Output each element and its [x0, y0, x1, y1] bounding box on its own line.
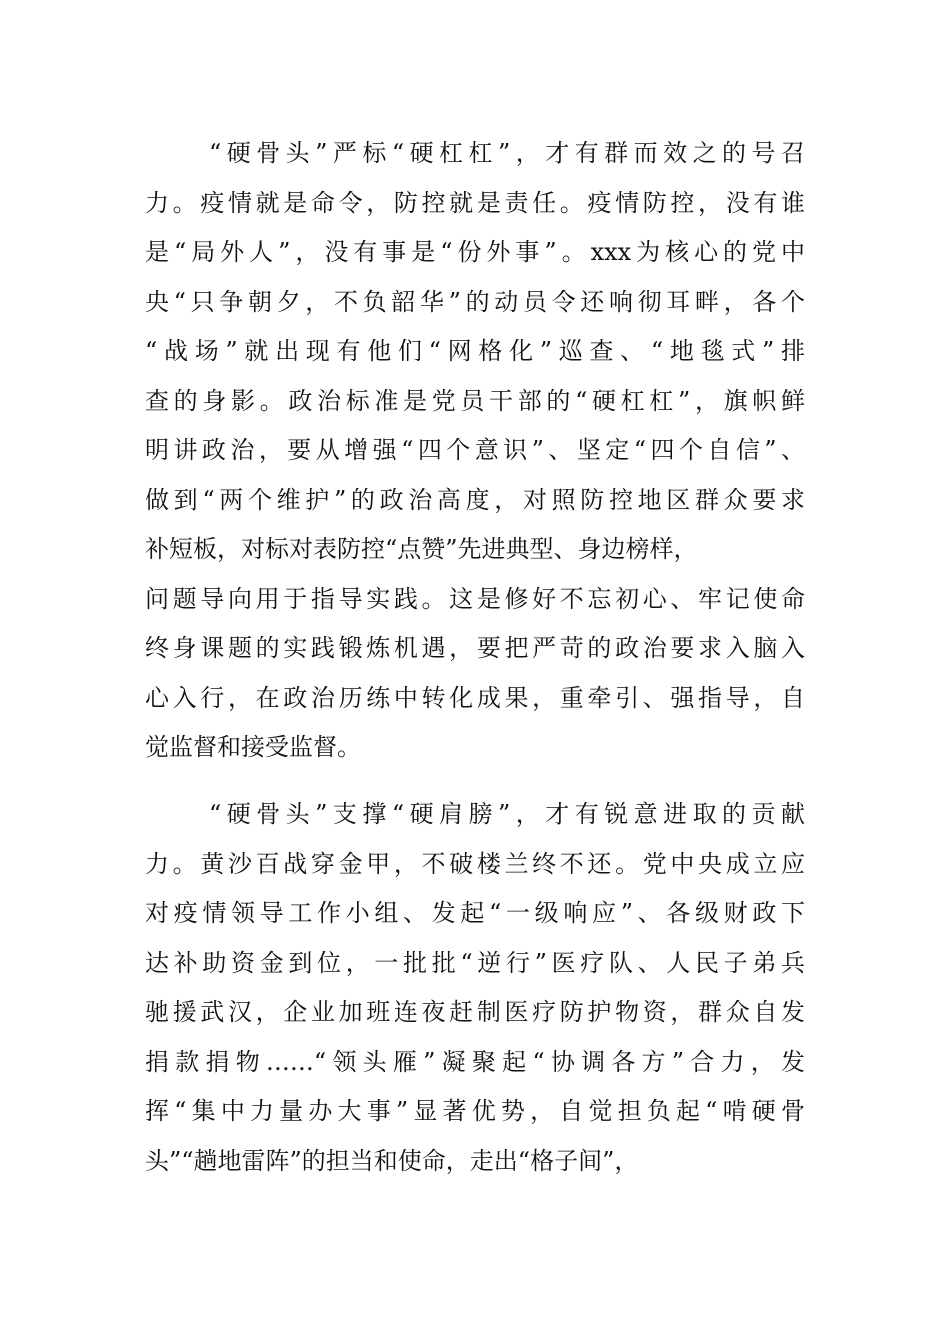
text-line: 对疫情领导工作小组、发起“一级响应”、各级财政下: [145, 899, 805, 927]
body-paragraph-2: [145, 790, 805, 1186]
text-line: 力。疫情就是命令，防控就是责任。疫情防控，没有谁: [145, 188, 805, 217]
text-line: 补短板，对标对表防控“点赞”先进典型、身边榜样，: [145, 535, 698, 563]
text-line: 挥“集中力量办大事”显著优势，自觉担负起“啃硬骨: [145, 1097, 805, 1125]
text-line: 捐款捐物……“领头雁”凝聚起“协调各方”合力，发: [145, 1047, 805, 1076]
text-line: 达补助资金到位，一批批“逆行”医疗队、人民子弟兵: [145, 948, 805, 977]
text-line: 头”“趟地雷阵”的担当和使命，走出“格子间”，: [145, 1146, 639, 1175]
body-paragraph-1: [145, 129, 805, 773]
text-line: 终身课题的实践锻炼机遇，要把严苛的政治要求入脑入: [145, 634, 805, 662]
text-line: 心入行，在政治历练中转化成果，重牵引、强指导，自: [145, 683, 805, 712]
text-line: 是“局外人”，没有事是“份外事”。xxx为核心的党中: [145, 238, 805, 266]
text-line: “战场”就出现有他们“网格化”巡查、“地毯式”排: [145, 337, 805, 365]
text-line: 问题导向用于指导实践。这是修好不忘初心、牢记使命: [145, 584, 805, 613]
text-line: “硬骨头”严标“硬杠杠”，才有群而效之的号召: [209, 139, 805, 167]
text-line: 力。黄沙百战穿金甲，不破楼兰终不还。党中央成立应: [145, 849, 805, 878]
text-line: 觉监督和接受监督。: [145, 733, 361, 761]
text-line: “硬骨头”支撑“硬肩膀”，才有锐意进取的贡献: [209, 800, 805, 828]
text-line: 央“只争朝夕，不负韶华”的动员令还响彻耳畔，各个: [145, 287, 805, 316]
text-line: 驰援武汉，企业加班连夜赶制医疗防护物资，群众自发: [145, 998, 805, 1026]
text-line: 查的身影。政治标准是党员干部的“硬杠杠”，旗帜鲜: [145, 386, 805, 415]
text-line: 明讲政治，要从增强“四个意识”、坚定“四个自信”、: [145, 436, 805, 464]
text-line: 做到“两个维护”的政治高度，对照防控地区群众要求: [145, 485, 805, 514]
